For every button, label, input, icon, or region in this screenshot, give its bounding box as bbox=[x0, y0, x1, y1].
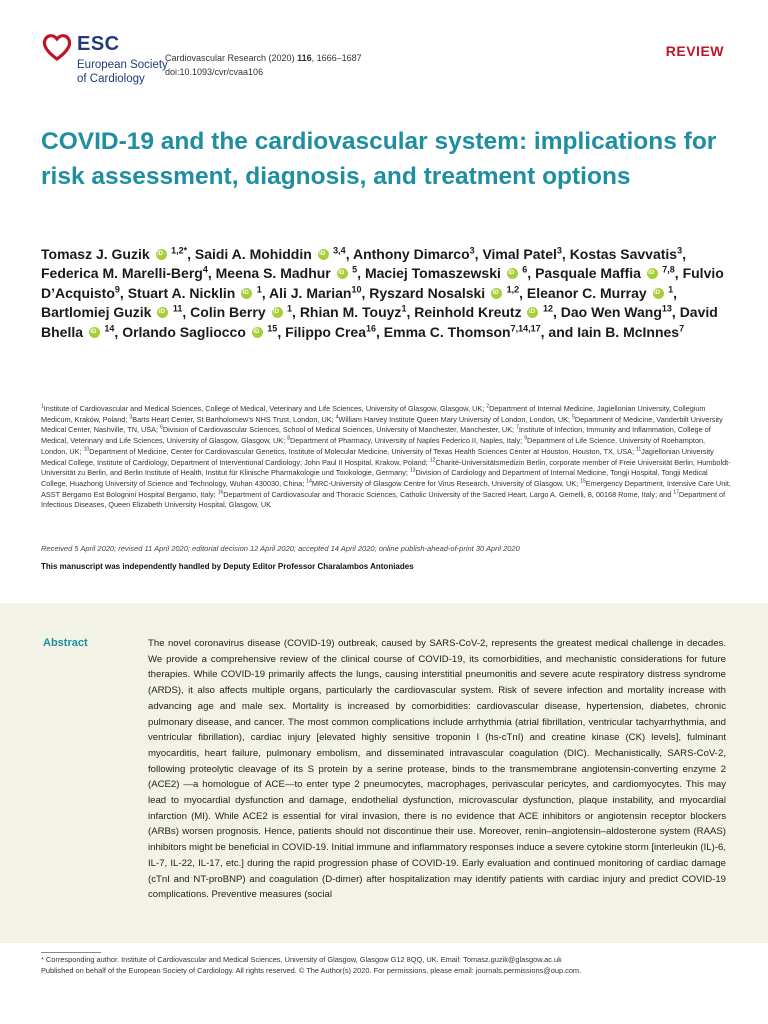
author-affiliation-number: 3 bbox=[677, 245, 683, 256]
affiliation-number: 10 bbox=[83, 446, 90, 453]
abstract-text: The novel coronavirus disease (COVID-19) outbreak, caused by SARS-CoV-2, represents the greatest medical challenge in decades. We provide a comprehensive review of the clinical course of COVID-19, its comorbidities, and mechanistic considerations for future therapies. While COVID-19 primarily affects the lungs, causing interstitial pneumonitis and severe acute respiratory distress syndrome (ARDS), it also affects multiple organs, particularly the cardiovascular system. Risk of severe infection and mortality increase with advancing age and male sex. Mortality is increased by comorbidities: cardiovascular disease, hypertension, diabetes, chronic pulmonary disease, and cancer. The most common complications include arrhythmia (atrial fibrillation, ventricular tachyarrhythmia, and ventricular fibrillation), cardiac injury [elevated highly sensitive troponin I (hs-cTnI) and creatine kinase (CK) levels], fulminant myocarditis, heart failure, pulmonary embolism, and disseminated intravascular coagulation (DIC). Mechanistically, SARS-CoV-2, following proteolytic cleavage of its S protein by a serine protease, binds to the transmembrane angiotensin-converting enzyme 2 (ACE2) —a homologue of ACE—to enter type 2 pneumocytes, macrophages, perivascular pericytes, and cardiomyocytes. This may lead to myocardial dysfunction and damage, endothelial dysfunction, microvascular dysfunction, plaque instability, and myocardial infarction (MI). While ACE2 is essential for viral invasion, there is no evidence that ACE inhibitors or angiotensin receptor blockers (ARBs) worsen prognosis. Hence, patients should not discontinue their use. Moreover, renin–angiotensin–aldosterone system (RAAS) inhibitors might be beneficial in COVID-19. Initial immune and inflammatory responses induce a severe cytokine storm [interleukin (IL)-6, IL-7, IL-22, IL-17, etc.] during the rapid progression phase of COVID-19. Early evaluation and continued monitoring of cardiac damage (cTnI and NT-proBNP) and coagulation (D-dimer) after hospitalization may identify patients with cardiac injury and predict COVID-19 complications. Preventive measures (social bbox=[148, 638, 727, 901]
affiliation-text: Division of Cardiology and Department of Internal Medicine, Tongji Hospital, Tongji Medical College, Huazhong University of Science and Technology, Wuhan 430030, China; bbox=[41, 468, 708, 488]
abstract-label: Abstract bbox=[43, 637, 88, 649]
author-affiliation-number: 1 bbox=[284, 303, 293, 314]
logo-subtitle-line-2: of Cardiology bbox=[77, 73, 145, 85]
affiliation-text: MRC-University of Glasgow Centre for Virus Research, University of Glasgow, UK; bbox=[311, 478, 581, 488]
orcid-icon[interactable] bbox=[507, 268, 518, 279]
abstract-section bbox=[0, 603, 768, 943]
author-affiliation-number: 3 bbox=[556, 245, 562, 256]
orcid-icon[interactable] bbox=[491, 288, 502, 299]
author-name: Federica M. Marelli-Berg bbox=[41, 265, 203, 282]
affiliation-number: 15 bbox=[580, 478, 586, 485]
author-affiliation-number: 4 bbox=[202, 264, 208, 275]
affiliation-number: 4 bbox=[335, 414, 339, 421]
doi-link[interactable]: doi:10.1093/cvr/cvaa106 bbox=[165, 67, 264, 77]
journal-volume: 116 bbox=[297, 53, 312, 63]
author-affiliation-number: 12 bbox=[540, 303, 553, 314]
author-name: Kostas Savvatis bbox=[569, 246, 678, 262]
affiliation-number: 11 bbox=[636, 446, 642, 453]
affiliations bbox=[41, 404, 731, 511]
affiliation-text: Charité-Universitätsmedizin Berlin, corporate member of Freie Universität Berlin, Humboldt-Universität zu Berlin, and Berlin Institute of Health, Institut für Klinische Pharmakologie und Toxikologie, Germany; bbox=[41, 457, 731, 478]
author-affiliation-number: 7 bbox=[679, 322, 685, 333]
author-affiliation-number: 3,4 bbox=[330, 245, 346, 256]
affiliation-number: 3 bbox=[129, 414, 133, 421]
affiliation-number: 9 bbox=[524, 435, 528, 442]
author-name: Reinhold Kreutz bbox=[414, 304, 522, 321]
affiliation-text: William Harvey Institute Queen Mary University of London, London, UK; bbox=[338, 414, 573, 424]
publisher-note: Published on behalf of the European Society of Cardiology. All rights reserved. © The Author(s) 2020. For permissions, please email: journals.permissions@oup.com. bbox=[41, 966, 582, 975]
author-name: Anthony Dimarco bbox=[352, 246, 470, 262]
author-affiliation-number: 6 bbox=[519, 264, 528, 275]
author-affiliation-number: 14 bbox=[101, 322, 115, 333]
affiliation-text: Division of Cardiovascular Sciences, School of Medical Sciences, University of Manchester, Manchester, UK; bbox=[162, 425, 517, 435]
affiliation-text: Department of Infectious Diseases, Queen Elizabeth University Hospital, Glasgow, UK bbox=[41, 489, 726, 510]
orcid-icon[interactable] bbox=[653, 288, 664, 299]
affiliation-text: Emergency Department, Intensive Care Unit, ASST Bergamo Est Bolognini Hospital Bergamo, Italy; bbox=[41, 478, 731, 499]
affiliation-number: 2 bbox=[486, 403, 490, 410]
affiliation-text: Barts Heart Center, St Bartholomew’s NHS Trust, London, UK; bbox=[132, 414, 336, 424]
author-name: Tomasz J. Guzik bbox=[41, 246, 150, 262]
author-name: Colin Berry bbox=[190, 304, 266, 321]
affiliation-number: 16 bbox=[217, 489, 224, 496]
logo-text: ESC bbox=[77, 33, 120, 55]
affiliation-text: Department of Medicine, Vanderbilt University Medical Center, Nashville, TN, USA; bbox=[41, 414, 723, 435]
author-affiliation-number: 5 bbox=[349, 264, 358, 275]
author-affiliation-number: 16 bbox=[366, 322, 377, 333]
affiliation-number: 6 bbox=[160, 424, 163, 431]
author-affiliation-number: 9 bbox=[114, 284, 120, 295]
author-name: Ryszard Nosalski bbox=[369, 284, 486, 301]
affiliation-number: 13 bbox=[409, 467, 416, 474]
journal-line: Cardiovascular Research (2020) 116, 1666–1687 bbox=[165, 53, 362, 63]
author-name: Bartlomiej Guzik bbox=[41, 304, 152, 321]
heart-logo-icon bbox=[42, 32, 72, 62]
author-affiliation-number: 3 bbox=[469, 245, 475, 256]
logo-subtitle bbox=[77, 58, 177, 86]
article-title: COVID-19 and the cardiovascular system: implications for risk assessment, diagnosis, and treatment options bbox=[41, 128, 717, 190]
author-name: Emma C. Thomson bbox=[383, 323, 511, 340]
author-affiliation-number: 11 bbox=[170, 303, 183, 314]
author-affiliation-number: 1 bbox=[401, 303, 407, 314]
author-name: Meena S. Madhur bbox=[215, 265, 331, 282]
author-name: Dao Wen Wang bbox=[560, 304, 662, 321]
affiliation-number: 5 bbox=[572, 414, 575, 421]
author-name: Filippo Crea bbox=[285, 323, 366, 340]
handling-editor-note: This manuscript was independently handled by Deputy Editor Professor Charalambos Antoniades bbox=[41, 562, 414, 571]
author-list: Tomasz J. Guzik iD $^{1,2*}$, Saidi A. Mohiddin iD $^{3,4}$, Anthony Dimarco$^3$, Vimal Patel$^3$, Kostas Savvatis$^3$, Federica M. Marelli-Berg$^4$, Meena S. Madhur iD $^5$, Maciej Tomaszewski iD $^6$, Pasquale Maffia iD $^{7,8}$, Fulvio D’Acquisto$^9$, Stuart A. Nicklin iD $^1$, Ali J. Marian$^{10}$, Ryszard Nosalski iD $^{1,2}$, Eleanor C. Murray iD $^1$, Bartlomiej Guzik iD $^{11}$, Colin Berry iD $^1$, Rhian M. Touyz$^1$, Reinhold Kreutz iD $^{12}$, Dao Wen Wang$^{13}$, David Bhella iD $^{14}$, Orlando Sagliocco iD $^{15}$, Filippo Crea$^{16}$, Emma C. Thomson$^{7,14,17}$, and Iain B. McInnes$^7$ bbox=[41, 245, 731, 342]
author-name: Rhian M. Touyz bbox=[299, 304, 402, 321]
affiliation-number: 17 bbox=[673, 489, 679, 496]
logo-subtitle-line-1: European Society bbox=[77, 59, 168, 71]
author-affiliation-number: 1,2 bbox=[504, 284, 520, 295]
author-name: Fulvio D’Acquisto bbox=[41, 265, 724, 301]
footnote-divider bbox=[41, 952, 101, 953]
author-name: Eleanor C. Murray bbox=[526, 284, 647, 301]
orcid-icon[interactable] bbox=[241, 288, 252, 299]
affiliation-text: Department of Pharmacy, University of Naples Federico II, Naples, Italy; bbox=[289, 436, 525, 446]
author-name: Maciej Tomaszewski bbox=[364, 265, 501, 282]
author-name: Stuart A. Nicklin bbox=[127, 284, 236, 301]
orcid-icon[interactable] bbox=[527, 307, 538, 318]
author-affiliation-number: 1 bbox=[254, 284, 262, 295]
affiliation-text: Institute of Infection, Immunity and Inflammation, College of Medical, Veterinary and Life Sciences, University of Glasgow, Glasgow, UK; bbox=[41, 425, 711, 446]
author-affiliation-number: 7,8 bbox=[659, 264, 675, 275]
author-name: Ali J. Marian bbox=[268, 284, 352, 301]
affiliation-number: 7 bbox=[516, 424, 519, 431]
author-affiliation-number: 1,2* bbox=[168, 245, 188, 256]
orcid-icon[interactable] bbox=[156, 249, 167, 260]
author-affiliation-number: 1 bbox=[665, 284, 674, 295]
affiliation-text: Department of Internal Medicine, Jagiellonian University, Collegium Medicum, Kraków, Poland; bbox=[41, 404, 706, 424]
affiliation-number: 8 bbox=[287, 435, 290, 442]
orcid-icon[interactable] bbox=[337, 268, 348, 279]
affiliation-text: Jagiellonian University Medical College, Institute of Cardiology, Department of Interventional Cardiology; John Paul II Hospital, Krakow, Poland; bbox=[41, 446, 714, 467]
section-label: REVIEW bbox=[665, 43, 724, 59]
author-name: Orlando Sagliocco bbox=[122, 323, 246, 340]
orcid-icon[interactable] bbox=[318, 249, 329, 260]
orcid-icon[interactable] bbox=[252, 327, 263, 338]
orcid-icon[interactable] bbox=[89, 327, 100, 338]
author-name: Iain B. McInnes bbox=[577, 323, 680, 340]
author-name: Pasquale Maffia bbox=[535, 265, 641, 282]
esc-logo bbox=[42, 32, 172, 92]
orcid-icon[interactable] bbox=[272, 307, 283, 318]
orcid-icon[interactable] bbox=[647, 268, 658, 279]
affiliation-text: Department of Life Science, University of Roehampton, London, UK; bbox=[41, 436, 706, 456]
author-affiliation-number: 10 bbox=[351, 284, 362, 295]
corresponding-author-note: * Corresponding author. Institute of Cardiovascular and Medical Sciences, University of Glasgow, Glasgow G12 8QQ, UK. Email: Tomasz.guzik@glasgow.ac.uk bbox=[41, 955, 562, 964]
author-name: Vimal Patel bbox=[482, 246, 557, 262]
author-name: Saidi A. Mohiddin bbox=[194, 246, 312, 262]
affiliation-text: Institute of Cardiovascular and Medical Sciences, College of Medical, Veterinary and Life Sciences, University of Glasgow, Glasgow, UK; bbox=[43, 404, 487, 413]
author-name: David Bhella bbox=[41, 304, 718, 340]
article-dates: Received 5 April 2020; revised 11 April 2020; editorial decision 12 April 2020; accepted 14 April 2020; online publish-ahead-of-print 30 April 2020 bbox=[41, 544, 520, 553]
affiliation-text: Department of Cardiovascular and Thoracic Sciences, Catholic University of the Sacred Heart, Largo A. Gemelli, 8, 00168 Rome, Italy; and bbox=[223, 489, 674, 499]
affiliation-number: 14 bbox=[306, 478, 312, 485]
affiliation-text: Department of Medicine, Center for Cardiovascular Genetics, Institute of Molecular Medicine, University of Texas Health Sciences Center at Houston, Houston, TX, USA; bbox=[89, 446, 637, 456]
orcid-icon[interactable] bbox=[157, 307, 168, 318]
author-affiliation-number: 13 bbox=[661, 303, 672, 314]
author-affiliation-number: 7,14,17 bbox=[510, 322, 541, 333]
journal-citation bbox=[165, 51, 362, 79]
affiliation-number: 1 bbox=[41, 403, 44, 410]
author-affiliation-number: 15 bbox=[264, 322, 278, 333]
affiliation-number: 12 bbox=[429, 457, 436, 464]
